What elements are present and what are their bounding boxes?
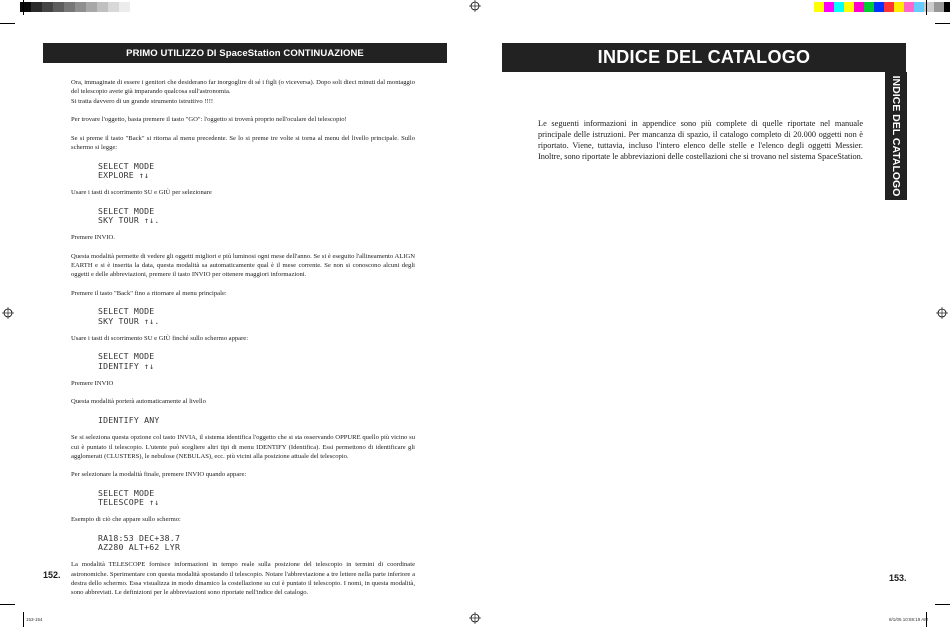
left-page-header: PRIMO UTILIZZO DI SpaceStation CONTINUAZIONE (43, 43, 447, 63)
gray-swatch (108, 2, 119, 12)
crop-mark (23, 0, 24, 15)
lcd-display-text: SELECT MODE EXPLORE ↑↓ (98, 160, 155, 180)
paragraph: Ora, immaginate di essere i genitori che desiderano far inorgoglire di sé i figli (o viceversa). Dopo soli dieci minuti dal montaggio del telescopio avete già imparando qualcosa sull'astronomia. (71, 79, 415, 96)
paragraph: Esempio di ciò che appare sullo schermo: (71, 516, 181, 524)
color-swatch (934, 2, 944, 12)
right-page-number: 153. (889, 573, 907, 583)
crop-mark (0, 604, 15, 605)
gray-swatch (86, 2, 97, 12)
gray-swatch (20, 2, 31, 12)
lcd-display-text: RA18:53 DEC+38.7 AZ280 ALT+62 LYR (98, 533, 181, 553)
lcd-display-text: IDENTIFY ANY (98, 415, 160, 426)
section-side-tab (885, 72, 907, 200)
paragraph: Se si seleziona questa opzione col tasto INVIA, il sistema identifica l'oggetto che si sta osservando OPPURE quello più vicino su cui è puntato il telescopio. L'utente può scegliere altri tipi di menu IDENTIFY (Identifica). Essi permettono di identificare gli agglomerati (CLUSTERS), le nebulose (NEBULAS), ecc. più vicini alla posizione attuale del telescopio. (71, 434, 415, 460)
print-slug-timestamp: 8/1/05 10:59:19 AM (889, 617, 929, 622)
paragraph: Le seguenti informazioni in appendice sono più complete di quelle riportate nel manuale principale delle istruzioni. Per mancanza di spazio, il catalogo completo di 20.000 oggetti non è riportato. Viene, tuttavia, incluso l'intero elenco delle stelle e l'elenco degli oggetti Messier. Inoltre, sono riportate le abbreviazioni delle costellazioni che si trovano nel sistema SpaceStation. (538, 119, 863, 161)
gray-swatch (42, 2, 53, 12)
paragraph: La modalità TELESCOPE fornisce informazioni in tempo reale sulla posizione del telescopio in termini di coordinate astronomiche. Sperimentare con questa modalità spostando il telescopio. Notare l'abbreviazione a tre lettere nella parte inferiore a destra dello schermo. Essa visualizza in modo dinamico la costellazione su cui è puntato il telescopio. I nomi, in questa modalità, sono abbreviati. Le definizioni per le abbreviazioni sono riportate nell'indice del catalogo. (71, 561, 415, 597)
paragraph: Questa modalità porterà automaticamente al livello (71, 398, 206, 406)
crop-mark (935, 604, 950, 605)
color-swatch (864, 2, 874, 12)
registration-mark-bottom (469, 612, 481, 624)
gray-swatch (64, 2, 75, 12)
lcd-display-text: SELECT MODE SKY TOUR ↑↓. (98, 306, 160, 326)
color-swatch (814, 2, 824, 12)
right-page-header: INDICE DEL CATALOGO (502, 43, 906, 72)
gray-swatch (75, 2, 86, 12)
lcd-display-text: SELECT MODE SKY TOUR ↑↓. (98, 205, 160, 225)
crop-mark (23, 612, 24, 627)
print-slug-filename: 153-154 (26, 617, 43, 622)
registration-mark-top (469, 0, 481, 12)
left-page-number: 152. (43, 570, 61, 580)
paragraph: Per selezionare la modalità finale, premere INVIO quando appare: (71, 471, 247, 479)
color-swatch (844, 2, 854, 12)
paragraph: Premere INVIO. (71, 234, 115, 242)
paragraph: Premere INVIO (71, 379, 114, 387)
paragraph: Premere il tasto "Back" fino a ritornare al menu principale: (71, 289, 227, 297)
color-swatch (834, 2, 844, 12)
lcd-display-text: SELECT MODE IDENTIFY ↑↓ (98, 351, 155, 371)
lcd-display-text: SELECT MODE TELESCOPE ↑↓ (98, 488, 160, 508)
paragraph: Questa modalità permette di vedere gli oggetti migliori e più luminosi ogni mese dell'anno. Se si è eseguito l'allineamento ALIGN EARTH e si è inserita la data, questa modalità sa automaticamente qual è il mese corrente. Se non si conoscono alcuni degli oggetti e delle abbreviazioni, premere il tasto INVIO per ottenere maggiori informazioni. (71, 252, 415, 279)
color-swatch (914, 2, 924, 12)
registration-mark-right (936, 307, 948, 319)
registration-mark-left (2, 307, 14, 319)
color-swatch (944, 2, 950, 12)
gray-swatch (53, 2, 64, 12)
right-page-body (538, 118, 863, 162)
paragraph: Se si preme il tasto "Back" si ritorna al menu precedente. Se lo si preme tre volte si torna al menu del livello principale. Sullo schermo si legge: (71, 134, 415, 152)
crop-mark (926, 0, 927, 15)
color-swatch (874, 2, 884, 12)
paragraph: Usare i tasti di scorrimento SU e GIÙ per selezionare (71, 189, 212, 197)
color-swatch (824, 2, 834, 12)
color-swatch (904, 2, 914, 12)
color-swatch (884, 2, 894, 12)
color-swatch (854, 2, 864, 12)
gray-swatch (130, 2, 141, 12)
paragraph: Per trovare l'oggetto, basta premere il tasto "GO": l'oggetto si troverà proprio nell'oculare del telescopio! (71, 116, 347, 124)
grayscale-color-bar (20, 2, 141, 12)
cmyk-color-bar (814, 2, 950, 12)
left-page-body (71, 78, 415, 607)
color-swatch (894, 2, 904, 12)
crop-mark (935, 23, 950, 24)
side-tab-label: INDICE DEL CATALOGO (890, 75, 902, 197)
crop-mark (0, 23, 15, 24)
gray-swatch (31, 2, 42, 12)
gray-swatch (97, 2, 108, 12)
paragraph: Usare i tasti di scorrimento SU e GIÙ finché sullo schermo appare: (71, 334, 249, 342)
paragraph: Si tratta davvero di un grande strumento istruttivo !!!! (71, 97, 214, 105)
gray-swatch (119, 2, 130, 12)
